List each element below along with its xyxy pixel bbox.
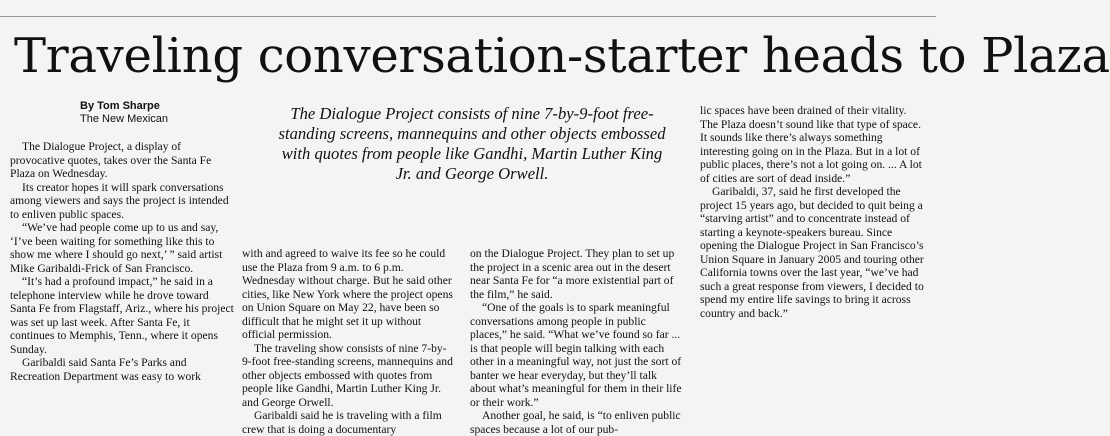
byline-organization: The New Mexican	[80, 113, 169, 125]
paragraph: Its creator hopes it will spark conversations among viewers and says the project is intended to enliven public spaces.	[10, 180, 229, 221]
paragraph: Garibaldi, 37, said he first developed the project 15 years ago, but decided to quit being a “starving artist” and to concentrate instead of starting a keynote-speakers bureau. Since opening the Dialogue Project in San Francisco’s Union Square in January 2005 and touring other California towns over the last year, “we’ve had such a great response from viewers, I decided to spend my entire life savings to bring it across country and back.”	[700, 185, 924, 320]
paragraph: on the Dialogue Project. They plan to set up the project in a scenic area out in the desert near Santa Fe for “a more existential part of the film,” he said.	[470, 247, 675, 301]
column-2	[242, 247, 456, 436]
byline-author: By Tom Sharpe	[80, 100, 160, 112]
headline: Traveling conversation-starter heads to Plaza	[14, 28, 1110, 84]
paragraph: “It’s had a profound impact,” he said in a telephone interview while he drove toward Santa Fe from Flagstaff, Ariz., where his project was set up last week. After Santa Fe, it continues to Memphis, Tenn., where it opens Sunday.	[10, 275, 234, 356]
column-4	[700, 104, 924, 320]
byline	[80, 100, 168, 126]
paragraph: Another goal, he said, is “to enliven public spaces because a lot of our pub-	[470, 409, 681, 436]
paragraph: with and agreed to waive its fee so he could use the Plaza from 9 a.m. to 6 p.m. Wednesday without charge. But he said other cities, like New York where the project opens on Union Square on May 22, have been so difficult that he might set it up without official permission.	[242, 247, 453, 341]
paragraph: Garibaldi said Santa Fe’s Parks and Recreation Department was easy to work	[10, 356, 201, 383]
column-3	[470, 247, 682, 436]
paragraph: “We’ve had people come up to us and say, ‘I’ve been waiting for something like this to show me where I should go next,’ ” said artist Mike Garibaldi-Frick of San Francisco.	[10, 221, 223, 275]
paragraph: Garibaldi said he is traveling with a film crew that is doing a documentary	[242, 409, 442, 436]
column-1	[10, 140, 234, 383]
paragraph: lic spaces have been drained of their vitality. The Plaza doesn’t sound like that type of space. It sounds like there’s always something interesting going on in the Plaza. But in a lot of public places, there’s not a lot going on. ... A lot of cities are sort of dead inside.”	[700, 104, 922, 185]
pull-quote: The Dialogue Project consists of nine 7-by-9-foot free-standing screens, mannequins and other objects embossed with quotes from people like Gandhi, Martin Luther King Jr. and George Orwell.	[278, 104, 666, 183]
paragraph: “One of the goals is to spark meaningful conversations among people in public places,” he said. “What we’ve found so far ... is that people will begin talking with each other in a meaningful way, not just the sort of banter we hear everyday, but they’ll talk about what’s meaningful for them in their life or their work.”	[470, 301, 682, 409]
paragraph: The traveling show consists of nine 7-by-9-foot free-standing screens, mannequins and other objects embossed with quotes from people like Gandhi, Martin Luther King Jr. and George Orwell.	[242, 341, 453, 409]
paragraph: The Dialogue Project, a display of provocative quotes, takes over the Santa Fe Plaza on Wednesday.	[10, 140, 212, 180]
top-rule	[0, 16, 936, 17]
